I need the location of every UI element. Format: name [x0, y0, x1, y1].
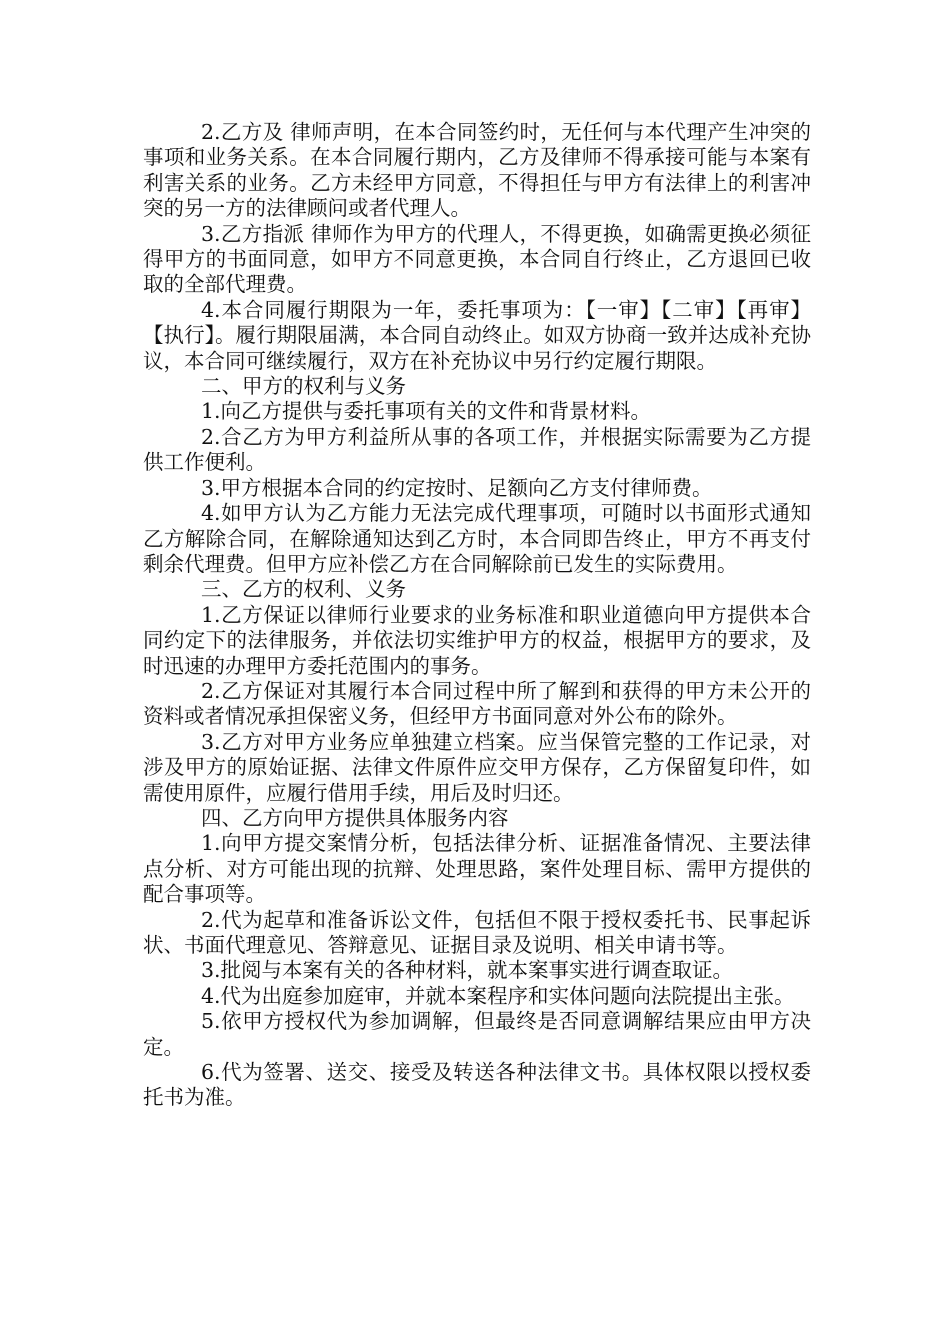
paragraph-s-1: 1.向甲方提交案情分析，包括法律分析、证据准备情况、主要法律点分析、对方可能出现的抗辩、处理思路，案件处理目标、需甲方提供的配合事项等。: [143, 831, 811, 907]
paragraph-s-6: 6.代为签署、送交、接受及转送各种法律文书。具体权限以授权委托书为准。: [143, 1060, 811, 1110]
section-heading-services: 四、乙方向甲方提供具体服务内容: [201, 805, 509, 830]
paragraph-clause-2-lawyer-statement: 2.乙方及 律师声明，在本合同签约时，无任何与本代理产生冲突的事项和业务关系。在本合同履行期内，乙方及律师不得承接可能与本案有利害关系的业务。乙方未经甲方同意，不得担任与甲方有法律上的利害冲突的另一方的法律顾问或者代理人。: [143, 120, 811, 221]
section-heading-party-b-rights: 三、乙方的权利、义务: [201, 577, 406, 602]
paragraph-a-4: 4.如甲方认为乙方能力无法完成代理事项，可随时以书面形式通知乙方解除合同，在解除通知达到乙方时，本合同即告终止，甲方不再支付剩余代理费。但甲方应补偿乙方在合同解除前已发生的实际费用。: [143, 501, 811, 576]
section-heading-party-a-rights: 二、甲方的权利与义务: [201, 374, 406, 399]
paragraph-b-2: 2.乙方保证对其履行本合同过程中所了解到和获得的甲方未公开的资料或者情况承担保密义务，但经甲方书面同意对外公布的除外。: [143, 678, 811, 729]
paragraph-s-4: 4.代为出庭参加庭审，并就本案程序和实体问题向法院提出主张。: [201, 983, 795, 1008]
paragraph-clause-3-assigned-lawyer: 3.乙方指派 律师作为甲方的代理人，不得更换，如确需更换必须征得甲方的书面同意，如甲方不同意更换，本合同自行终止，乙方退回已收取的全部代理费。: [143, 221, 811, 297]
paragraph-b-1: 1.乙方保证以律师行业要求的业务标准和职业道德向甲方提供本合同约定下的法律服务，并依法切实维护甲方的权益，根据甲方的要求，及时迅速的办理甲方委托范围内的事务。: [143, 602, 811, 678]
paragraph-a-2: 2.合乙方为甲方利益所从事的各项工作，并根据实际需要为乙方提供工作便利。: [143, 424, 811, 475]
paragraph-a-3: 3.甲方根据本合同的约定按时、足额向乙方支付律师费。: [201, 475, 713, 500]
paragraph-b-3: 3.乙方对甲方业务应单独建立档案。应当保管完整的工作记录，对涉及甲方的原始证据、法律文件原件应交甲方保存，乙方保留复印件，如需使用原件，应履行借用手续，用后及时归还。: [143, 729, 811, 805]
paragraph-a-1: 1.向乙方提供与委托事项有关的文件和背景材料。: [201, 399, 652, 424]
paragraph-s-2: 2.代为起草和准备诉讼文件，包括但不限于授权委托书、民事起诉状、书面代理意见、答辩意见、证据目录及说明、相关申请书等。: [143, 907, 811, 957]
paragraph-s-5: 5.依甲方授权代为参加调解，但最终是否同意调解结果应由甲方决定。: [143, 1009, 811, 1059]
document-body: [143, 120, 811, 1111]
paragraph-clause-4-term: 4.本合同履行期限为一年，委托事项为：【一审】【二审】【再审】【执行】。履行期限届满，本合同自动终止。如双方协商一致并达成补充协议，本合同可继续履行，双方在补充协议中另行约定履行期限。: [143, 297, 811, 373]
paragraph-s-3: 3.批阅与本案有关的各种材料，就本案事实进行调查取证。: [201, 958, 734, 983]
